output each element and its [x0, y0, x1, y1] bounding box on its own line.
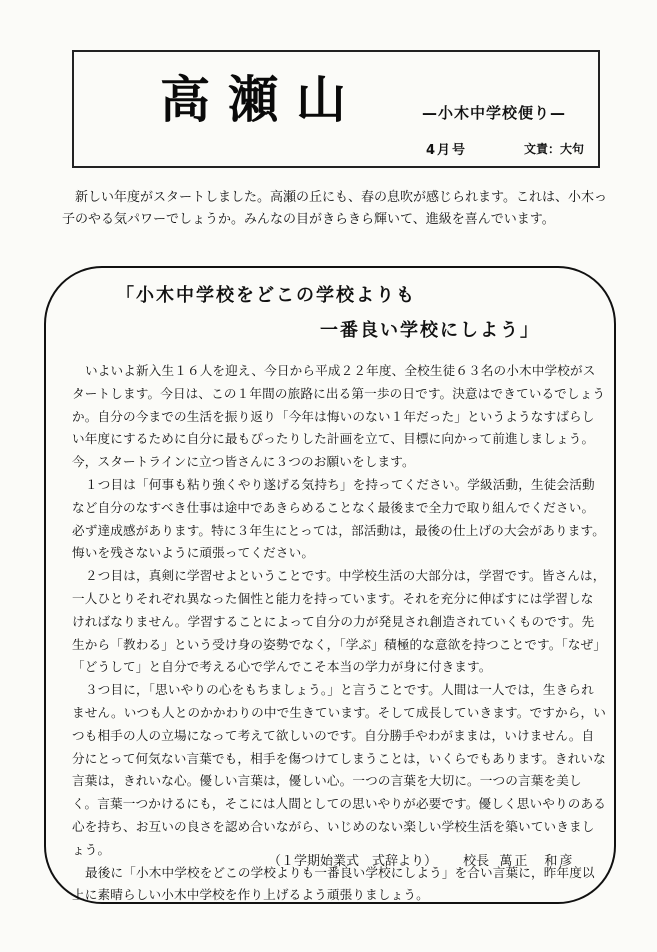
- message-body: [72, 360, 606, 907]
- newsletter-subtitle: —小木中学校便り—: [422, 104, 567, 122]
- issue-label: 4月号: [426, 143, 468, 158]
- message-paragraph: 最後に「小木中学校をどこの学校よりも一番良い学校にしよう」を合い言葉に，昨年度以上に素晴らしい小木中学校を作り上げるよう頑張りましょう。: [72, 864, 595, 903]
- signature-title: 校長: [463, 854, 490, 869]
- message-paragraph: ３つ目に，「思いやりの心をもちましょう。」と言うことです。人間は一人では，生きられません。いつも人とのかかわりの中で生きています。そして成長していきます。ですから，いつも相手の人の立場になって考えて欲しいのです。自分勝手やわがままは，いけません。自分にとって何気ない言葉でも，相手を傷つけてしまうことは，いくらでもあります。きれいな言葉は，きれいな心。優しい言葉は，優しい心。一つの言葉を大切に。一つの言葉を美しく。言葉一つかけるにも，そこには人間としての思いやりが必要です。優しく思いやりのある心を持ち、お互いの良さを認め合いながら、いじめのない楽しい学校生活を築いていきましょう。: [72, 682, 606, 857]
- newsletter-title: 高瀬山: [160, 70, 364, 129]
- message-headline-line-2: 一番良い学校にしよう」: [320, 320, 540, 341]
- signature-name: 萬正 和彦: [499, 854, 575, 869]
- principal-message-box: [44, 266, 616, 904]
- author-label: 文責：大句: [524, 142, 585, 156]
- signature-source: （１学期始業式 式辞より）: [268, 854, 438, 869]
- signature-line: [268, 850, 574, 869]
- message-paragraph: １つ目は「何事も粘り強くやり遂げる気持ち」を持ってください。学級活動，生徒会活動など自分のなすべき仕事は途中であきらめることなく最後まで全力で取り組んでください。必ず達成感があります。特に３年生にとっては，部活動は，最後の仕上げの大会があります。悔いを残さないように頑張ってください。: [72, 476, 605, 561]
- message-headline-line-1: 「小木中学校をどこの学校よりも: [116, 285, 416, 306]
- message-paragraph: いよいよ新入生１６人を迎え、今日から平成２２年度、全校生徒６３名の小木中学校がスタートします。今日は、この１年間の旅路に出る第一歩の日です。決意はできているでしょうか。自分の今までの生活を振り返り「今年は悔いのない１年だった」というようなすばらしい年度にするために自分に最もぴったりした計画を立て、目標に向かって前進しましょう。今，スタートラインに立つ皆さんに３つのお願いをします。: [72, 363, 606, 470]
- message-paragraph: ２つ目は，真剣に学習せよということです。中学校生活の大部分は，学習です。皆さんは，一人ひとりそれぞれ異なった個性と能力を持っています。それを充分に伸ばすには学習しなければなりません。学習することによって自分の力が発見され創造されていくものです。先生から「教わる」という受け身の姿勢でなく，「学ぶ」積極的な意欲を持つことです。「なぜ」「どうして」と自分で考える心で学んでこそ本当の学力が身に付きます。: [72, 568, 606, 675]
- newsletter-header: [72, 50, 600, 168]
- intro-paragraph: 新しい年度がスタートしました。高瀬の丘にも、春の息吹が感じられます。これは、小木っ子のやる気パワーでしょうか。みんなの目がきらきら輝いて、進級を喜んでいます。: [62, 190, 607, 227]
